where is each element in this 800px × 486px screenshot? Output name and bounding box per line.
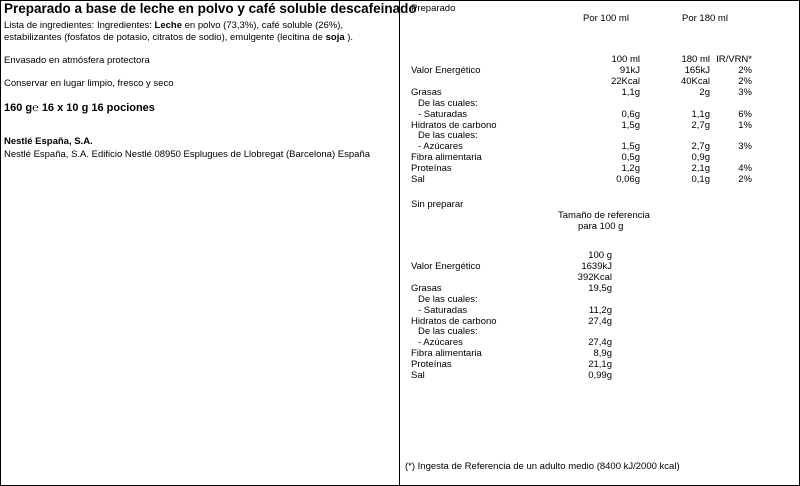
- prepared-row-irvrn: 3%: [738, 141, 752, 153]
- unprepared-sub-100g: 100 g: [588, 250, 612, 261]
- prepared-sub-100ml: 100 ml: [611, 54, 640, 65]
- quantity-line: 160 g℮ 16 x 10 g 16 pociones: [4, 102, 155, 114]
- unprepared-row-per100: 1639kJ: [581, 261, 612, 272]
- prepared-row-per180: 40Kcal: [680, 75, 710, 87]
- prepared-row-label: De las cuales:: [418, 130, 478, 142]
- prepared-row-per180: 0,9g: [691, 152, 710, 164]
- prepared-row-per100: 0,5g: [621, 152, 640, 164]
- unprepared-row-label: Proteínas: [411, 359, 452, 371]
- prepared-row-per180: 165kJ: [684, 65, 710, 76]
- prepared-row-per180: 0,1g: [691, 174, 710, 185]
- prepared-row-per100: 1,5g: [621, 141, 640, 153]
- prepared-row-label: - Saturadas: [418, 108, 468, 120]
- prepared-row-per180: 2g: [699, 86, 710, 98]
- prepared-row-label: Fibra alimentaria: [411, 152, 482, 164]
- prepared-row-irvrn: 6%: [738, 108, 752, 120]
- prepared-row-irvrn: 2%: [738, 75, 752, 87]
- unprepared-row-per100: 392Kcal: [577, 271, 612, 283]
- prepared-row-label: Hidratos de carbono: [411, 119, 497, 131]
- unprepared-heading: Sin preparar: [411, 199, 464, 210]
- company-name: Nestlé España, S.A.: [4, 136, 93, 147]
- prepared-row-per100: 0,6g: [621, 108, 640, 120]
- prepared-row-irvrn: 1%: [738, 119, 752, 131]
- prepared-row-irvrn: 2%: [738, 65, 752, 76]
- ingredients-line-2: estabilizantes (fosfatos de potasio, citratos de sodio), emulgente (lecitina de soja ).: [4, 32, 354, 43]
- prepared-row-label: Sal: [411, 174, 425, 185]
- unprepared-row-label: - Azúcares: [418, 337, 463, 349]
- prepared-row-per100: 1,1g: [621, 86, 640, 98]
- prepared-row-label: De las cuales:: [418, 97, 478, 109]
- storage-note: Conservar en lugar limpio, fresco y seco: [4, 78, 174, 89]
- prepared-row-per100: 1,5g: [621, 119, 640, 131]
- column-divider: [399, 0, 400, 486]
- prepared-row-per100: 22Kcal: [610, 75, 640, 87]
- prepared-row-label: Valor Energético: [411, 65, 481, 76]
- unprepared-row-per100: 11,2g: [588, 304, 612, 316]
- prepared-row-per180: 1,1g: [691, 108, 710, 120]
- prepared-col-head-100ml: Por 100 ml: [583, 13, 629, 24]
- unprepared-row-per100: 27,4g: [588, 337, 612, 349]
- prepared-sub-irvrn: IR/VRN*: [716, 54, 752, 65]
- prepared-row-per180: 2,7g: [691, 119, 710, 131]
- prepared-row-per180: 2,7g: [691, 141, 710, 153]
- unprepared-row-label: Grasas: [411, 282, 442, 294]
- prepared-row-label: Proteínas: [411, 163, 452, 175]
- estimated-sign: ℮: [32, 102, 39, 114]
- prepared-row-irvrn: 4%: [738, 163, 752, 175]
- ingredients-line-1: Lista de ingredientes: Ingredientes: Leche en polvo (73,3%), café soluble (26%),: [4, 20, 344, 31]
- prepared-row-irvrn: 2%: [738, 174, 752, 185]
- unprepared-row-per100: 0,99g: [588, 370, 612, 381]
- reference-size-line-2: para 100 g: [578, 221, 624, 232]
- prepared-row-per100: 1,2g: [621, 163, 640, 175]
- prepared-row-irvrn: 3%: [738, 86, 752, 98]
- unprepared-row-label: Hidratos de carbono: [411, 315, 497, 327]
- prepared-row-label: Grasas: [411, 86, 442, 98]
- prepared-row-per100: 0,06g: [616, 174, 640, 185]
- reference-size-line-1: Tamaño de referencia: [558, 210, 650, 221]
- prepared-sub-180ml: 180 ml: [681, 54, 710, 65]
- product-title: Preparado a base de leche en polvo y café soluble descafeinado: [4, 1, 417, 16]
- packaging-note: Envasado en atmósfera protectora: [4, 55, 150, 66]
- unprepared-row-label: De las cuales:: [418, 293, 478, 305]
- prepared-row-per100: 91kJ: [619, 65, 640, 76]
- unprepared-row-label: De las cuales:: [418, 326, 478, 338]
- unprepared-row-per100: 8,9g: [593, 348, 612, 360]
- unprepared-row-per100: 27,4g: [588, 315, 612, 327]
- prepared-heading: Preparado: [411, 3, 456, 14]
- unprepared-row-label: Fibra alimentaria: [411, 348, 482, 360]
- company-address: Nestlé España, S.A. Edificio Nestlé 08950 Esplugues de Llobregat (Barcelona) España: [4, 149, 370, 160]
- prepared-col-head-180ml: Por 180 ml: [682, 13, 728, 24]
- footnote: (*) Ingesta de Referencia de un adulto medio (8400 kJ/2000 kcal): [405, 461, 680, 472]
- prepared-row-label: - Azúcares: [418, 141, 463, 153]
- unprepared-row-label: Sal: [411, 370, 425, 381]
- unprepared-row-per100: 19,5g: [588, 282, 612, 294]
- unprepared-row-label: Valor Energético: [411, 261, 481, 272]
- prepared-row-per180: 2,1g: [691, 163, 710, 175]
- unprepared-row-label: - Saturadas: [418, 304, 468, 316]
- unprepared-row-per100: 21,1g: [588, 359, 612, 371]
